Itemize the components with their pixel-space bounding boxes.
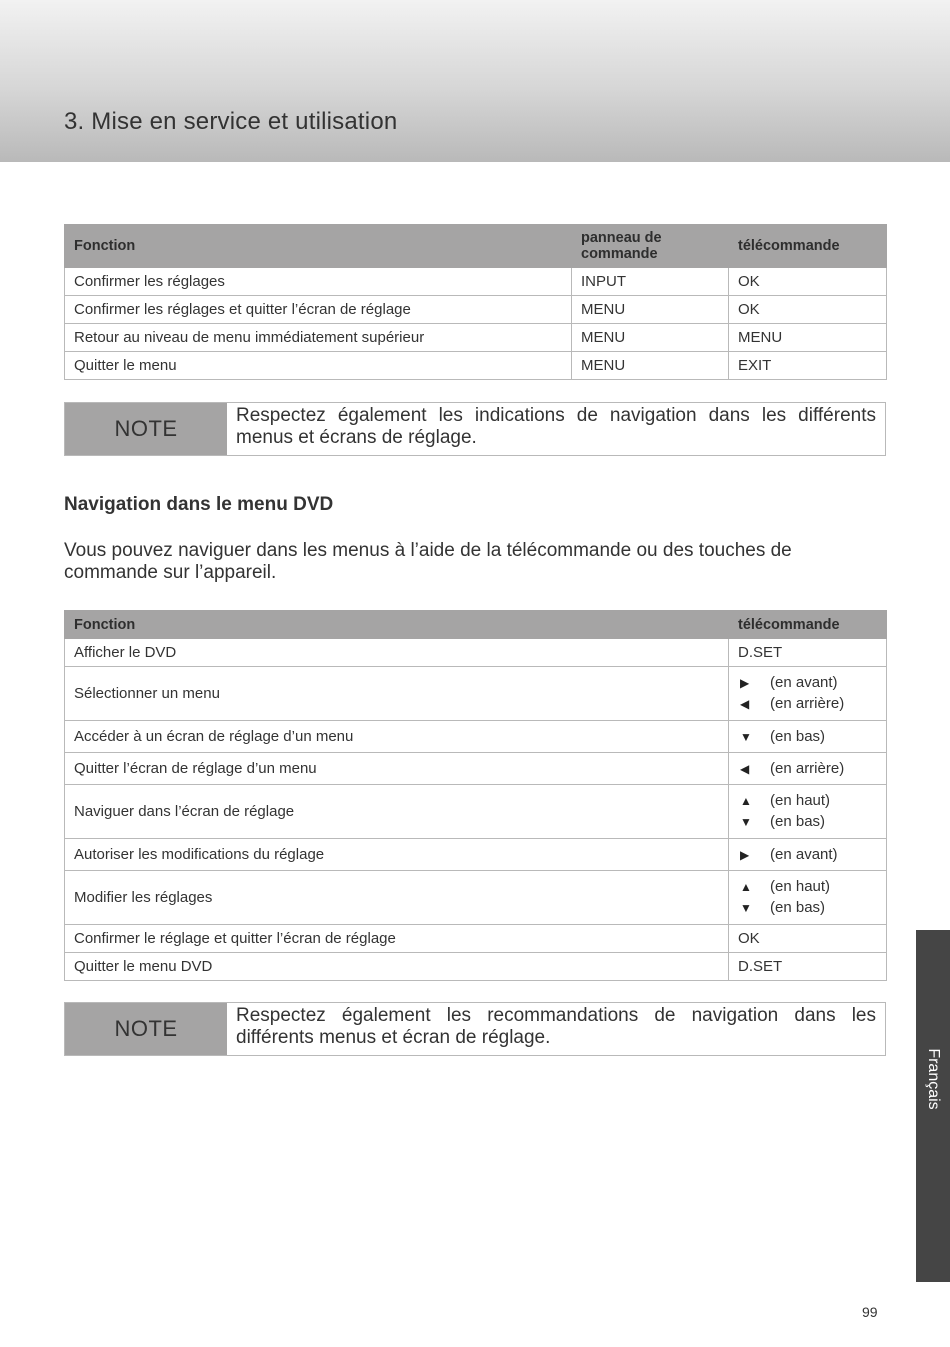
language-tab — [916, 930, 950, 1282]
cell-telecommande — [729, 785, 887, 839]
table-row — [65, 721, 887, 753]
table-header-row — [65, 225, 887, 268]
column-header-fonction: Fonction — [65, 611, 729, 639]
cell-telecommande — [729, 839, 887, 871]
key-line — [738, 726, 877, 747]
left-arrow-icon: ◀ — [740, 761, 750, 776]
note-text: Respectez également les recommandations de navigation dans les différents menus et écran de réglage. — [236, 1005, 876, 1048]
key-line — [738, 812, 877, 833]
table-row — [65, 268, 887, 296]
table-row — [65, 324, 887, 352]
cell-panneau: INPUT — [572, 268, 729, 296]
key-text: (en avant) — [770, 674, 838, 691]
cell-telecommande — [729, 721, 887, 753]
up-arrow-icon: ▲ — [740, 880, 752, 894]
column-header-telecommande: télécommande — [729, 611, 887, 639]
key-line — [738, 844, 877, 865]
left-arrow-icon: ◀ — [740, 697, 750, 711]
table-row — [65, 296, 887, 324]
cell-telecommande — [729, 753, 887, 785]
cell-telecommande: OK — [729, 925, 887, 953]
key-text: (en arrière) — [770, 759, 845, 777]
note-text: Respectez également les indications de navigation dans les différents menus et écrans de réglage. — [236, 405, 876, 448]
cell-fonction: Quitter le menu DVD — [65, 953, 729, 981]
cell-panneau: MENU — [572, 352, 729, 380]
key-text: (en bas) — [770, 727, 826, 745]
key-text: (en haut) — [770, 878, 831, 895]
cell-panneau: MENU — [572, 324, 729, 352]
cell-fonction: Confirmer les réglages — [65, 268, 572, 296]
header-band — [0, 0, 950, 162]
table-row — [65, 839, 887, 871]
note-label: NOTE — [65, 403, 227, 455]
cell-fonction: Afficher le DVD — [65, 639, 729, 667]
down-arrow-icon: ▼ — [740, 729, 752, 744]
table-row — [65, 639, 887, 667]
dvd-navigation-table — [64, 610, 887, 981]
note-box — [64, 1002, 886, 1056]
cell-fonction: Sélectionner un menu — [65, 667, 729, 721]
key-text: (en arrière) — [770, 695, 845, 712]
down-arrow-icon: ▼ — [740, 815, 752, 829]
right-arrow-icon: ▶ — [740, 676, 750, 690]
cell-fonction: Naviguer dans l’écran de réglage — [65, 785, 729, 839]
key-line — [738, 898, 877, 919]
cell-telecommande — [729, 871, 887, 925]
table-row — [65, 925, 887, 953]
table-row — [65, 785, 887, 839]
column-header-panneau: panneau de commande — [572, 225, 729, 268]
cell-telecommande: EXIT — [729, 352, 887, 380]
cell-fonction: Modifier les réglages — [65, 871, 729, 925]
key-line — [738, 791, 877, 812]
table-header-row — [65, 611, 887, 639]
cell-fonction: Accéder à un écran de réglage d’un menu — [65, 721, 729, 753]
key-text: (en avant) — [770, 845, 838, 863]
table-row — [65, 871, 887, 925]
up-arrow-icon: ▲ — [740, 794, 752, 808]
cell-fonction: Confirmer le réglage et quitter l’écran de réglage — [65, 925, 729, 953]
cell-telecommande: OK — [729, 296, 887, 324]
cell-telecommande — [729, 667, 887, 721]
key-text: (en haut) — [770, 792, 831, 809]
note-box — [64, 402, 886, 456]
language-label: Français — [925, 1048, 942, 1110]
table-row — [65, 352, 887, 380]
section-subtitle: Navigation dans le menu DVD — [64, 494, 334, 515]
cell-telecommande: MENU — [729, 324, 887, 352]
table-row — [65, 953, 887, 981]
key-text: (en bas) — [770, 813, 826, 830]
cell-fonction: Quitter l’écran de réglage d’un menu — [65, 753, 729, 785]
cell-fonction: Quitter le menu — [65, 352, 572, 380]
cell-telecommande: OK — [729, 268, 887, 296]
key-line — [738, 758, 877, 779]
cell-fonction: Autoriser les modifications du réglage — [65, 839, 729, 871]
cell-panneau: MENU — [572, 296, 729, 324]
cell-fonction: Retour au niveau de menu immédiatement supérieur — [65, 324, 572, 352]
cell-fonction: Confirmer les réglages et quitter l’écran de réglage — [65, 296, 572, 324]
down-arrow-icon: ▼ — [740, 901, 752, 915]
column-header-fonction: Fonction — [65, 225, 572, 268]
section-intro: Vous pouvez naviguer dans les menus à l’aide de la télécommande ou des touches de commande sur l’appareil. — [64, 540, 792, 583]
table-row — [65, 753, 887, 785]
table-row — [65, 667, 887, 721]
cell-telecommande: D.SET — [729, 639, 887, 667]
cell-telecommande: D.SET — [729, 953, 887, 981]
chapter-title: 3. Mise en service et utilisation — [64, 108, 398, 135]
key-line — [738, 877, 877, 898]
page-number: 99 — [862, 1304, 878, 1320]
key-line — [738, 673, 877, 694]
right-arrow-icon: ▶ — [740, 847, 750, 862]
column-header-telecommande: télécommande — [729, 225, 887, 268]
note-label: NOTE — [65, 1003, 227, 1055]
key-text: (en bas) — [770, 899, 826, 916]
controls-table — [64, 224, 887, 380]
key-line — [738, 694, 877, 715]
